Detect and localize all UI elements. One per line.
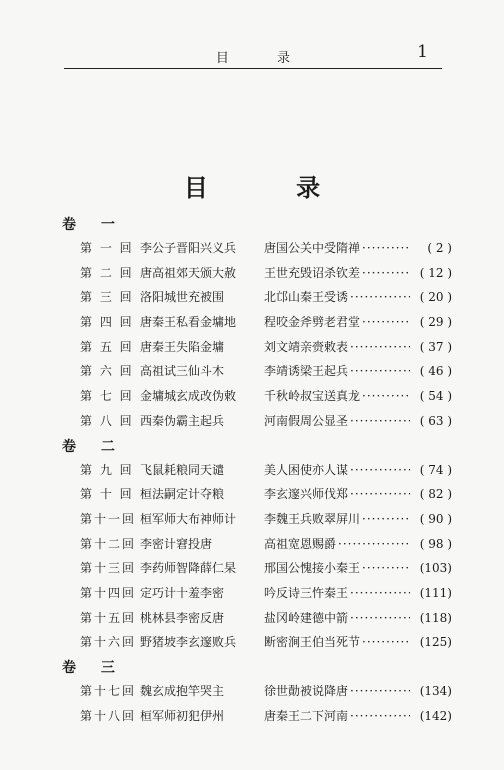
chapter-number: 第十八回 [80, 708, 137, 723]
page-number: 1 [417, 42, 428, 62]
dot-leader [336, 532, 410, 557]
page-reference: ( 12 ) [419, 265, 452, 280]
chapter-title-second: 李玄邃兴师伐郑 [264, 487, 349, 502]
toc-entry[interactable] [62, 458, 452, 483]
chapter-title-first: 高祖试三仙斗木 [140, 364, 225, 379]
chapter-title-first: 唐秦王私看金墉地 [140, 315, 237, 330]
chapter-title-second: 美人困使亦人谋 [264, 462, 349, 477]
page-reference: ( 37 ) [419, 339, 452, 354]
chapter-title-first: 唐秦王失陷金墉 [140, 339, 225, 354]
chapter-title-first: 李药师智降薛仁杲 [140, 561, 237, 576]
chapter-number: 第十六回 [80, 635, 137, 650]
chapter-title-first: 魏玄成抱竿哭主 [140, 684, 225, 698]
toc-entry[interactable] [62, 507, 452, 532]
chapter-title-second: 李靖诱梁王起兵 [264, 364, 349, 379]
page-reference: (103) [419, 561, 452, 576]
toc-entry[interactable] [62, 532, 452, 557]
chapter-title-second: 唐秦王二下河南 [264, 708, 349, 723]
chapter-number: 第十五回 [80, 610, 137, 625]
chapter-number: 第 九 回 [80, 462, 134, 477]
dot-leader [348, 482, 410, 507]
chapter-title-first: 桓法嗣定计夺粮 [140, 487, 225, 502]
dot-leader [348, 606, 410, 631]
chapter-title-second: 唐国公关中受隋禅 [264, 241, 361, 255]
dot-leader [348, 359, 410, 384]
chapter-title-first: 桓军师初犯伊州 [140, 708, 225, 723]
chapter-title-first: 洛阳城世充被围 [140, 290, 225, 305]
dot-leader [360, 310, 410, 335]
toc-entry[interactable] [62, 261, 452, 286]
chapter-title-first: 李公子晋阳兴义兵 [140, 241, 237, 255]
chapter-title-second: 王世充毁诏杀钦差 [264, 265, 361, 280]
page-reference: (134) [419, 684, 452, 698]
chapter-number: 第 四 回 [80, 315, 134, 330]
toc-entry[interactable] [62, 679, 452, 704]
dot-leader [360, 384, 410, 409]
chapter-title-first: 金墉城玄成改伪敕 [140, 389, 237, 404]
dot-leader [348, 679, 410, 704]
chapter-title-second: 吟反诗三忤秦王 [264, 585, 349, 600]
dot-leader [360, 236, 410, 261]
chapter-title-second: 高祖宽恩赐爵 [264, 536, 337, 551]
chapter-title-first: 飞鼠耗粮同天谴 [140, 462, 225, 477]
dot-leader [348, 409, 410, 434]
dot-leader [348, 285, 410, 310]
chapter-number: 第 五 回 [80, 339, 134, 354]
page-reference: (118) [419, 610, 452, 625]
chapter-number: 第 二 回 [80, 265, 134, 280]
chapter-number: 第 六 回 [80, 364, 134, 379]
chapter-number: 第 一 回 [80, 241, 134, 255]
chapter-number: 第十二回 [80, 536, 137, 551]
volume-heading: 卷 一 [62, 217, 125, 233]
toc-entry[interactable] [62, 482, 452, 507]
chapter-title-second: 李魏王兵败翠屏川 [264, 511, 361, 526]
chapter-title-first: 桓军师大布神师计 [140, 511, 237, 526]
chapter-number: 第 三 回 [80, 290, 134, 305]
chapter-number: 第十三回 [80, 561, 137, 576]
dot-leader [348, 458, 410, 483]
page-reference: ( 20 ) [419, 290, 452, 305]
chapter-title-first: 李密计窘投唐 [140, 536, 213, 551]
page-title: 目 录 [183, 173, 361, 202]
page-reference: ( 29 ) [419, 315, 452, 330]
chapter-title-second: 刘文靖亲赍敕表 [264, 339, 349, 354]
page-reference: ( 46 ) [419, 364, 452, 379]
chapter-title-first: 西秦伪霸主起兵 [140, 413, 225, 428]
chapter-number: 第十七回 [80, 684, 137, 698]
toc-entry[interactable] [62, 630, 452, 655]
chapter-number: 第十一回 [80, 511, 137, 526]
chapter-number: 第 十 回 [80, 487, 134, 502]
page-reference: ( 74 ) [419, 462, 452, 477]
chapter-title-second: 盐冈岭建德中箭 [264, 610, 349, 625]
toc-entry[interactable] [62, 310, 452, 335]
chapter-number: 第十四回 [80, 585, 137, 600]
page-reference: ( 63 ) [419, 413, 452, 428]
chapter-title-second: 河南假周公显圣 [264, 413, 349, 428]
toc-entry[interactable] [62, 359, 452, 384]
chapter-title-second: 断密涧王伯当死节 [264, 635, 361, 650]
toc-entry[interactable] [62, 409, 452, 434]
toc-entry[interactable] [62, 236, 452, 261]
page-reference: ( 90 ) [419, 511, 452, 526]
toc-entry[interactable] [62, 581, 452, 606]
toc-entry[interactable] [62, 606, 452, 631]
chapter-title-first: 定巧计十羞李密 [140, 585, 225, 600]
page-reference: ( 2 ) [427, 241, 452, 255]
dot-leader [348, 335, 410, 360]
page-reference: (142) [419, 708, 452, 723]
toc-entry[interactable] [62, 285, 452, 310]
dot-leader [360, 630, 410, 655]
toc-entry[interactable] [62, 704, 452, 729]
chapter-title-second: 程咬金斧劈老君堂 [264, 315, 361, 330]
dot-leader [360, 261, 410, 286]
chapter-title-second: 邢国公愧接小秦王 [264, 561, 361, 576]
volume-heading: 卷 二 [62, 438, 125, 455]
chapter-title-second: 北邙山秦王受诱 [264, 290, 349, 305]
page-reference: ( 54 ) [419, 389, 452, 404]
chapter-title-first: 唐高祖郊天颁大赦 [140, 265, 237, 280]
toc-entry[interactable] [62, 384, 452, 409]
toc-entry[interactable] [62, 556, 452, 581]
chapter-title-second: 徐世勣被说降唐 [264, 684, 349, 698]
dot-leader [360, 507, 410, 532]
chapter-title-second: 千秋岭叔宝送真龙 [264, 389, 361, 404]
page-reference: (111) [419, 585, 452, 600]
chapter-number: 第 七 回 [80, 389, 134, 404]
running-title: 目 录 [215, 51, 313, 66]
dot-leader [360, 556, 410, 581]
volume-heading: 卷 三 [62, 660, 125, 676]
page-reference: ( 82 ) [419, 487, 452, 502]
dot-leader [348, 704, 410, 729]
chapter-title-first: 野猪坡李玄邃败兵 [140, 635, 237, 650]
table-of-contents [62, 212, 452, 728]
page-reference: ( 98 ) [419, 536, 452, 551]
running-header [64, 44, 442, 69]
page-reference: (125) [419, 635, 452, 650]
chapter-number: 第 八 回 [80, 413, 134, 428]
dot-leader [348, 581, 410, 606]
chapter-title-first: 桃林县李密反唐 [140, 610, 225, 625]
toc-entry[interactable] [62, 335, 452, 360]
